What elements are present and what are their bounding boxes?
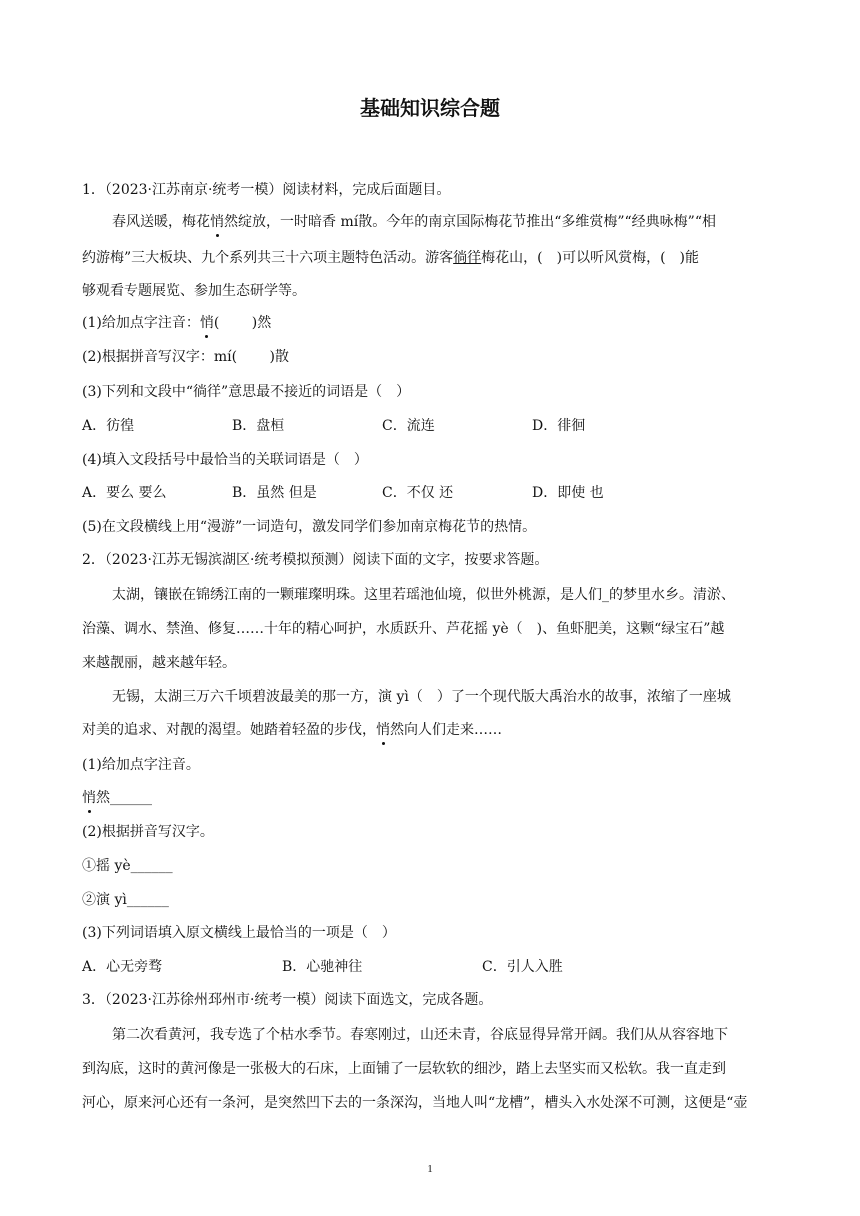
underlined-word: 徜徉 [453,250,482,266]
q2-paragraph-line-1: 太湖，镶嵌在锦绣江南的一颗璀璨明珠。这里若瑶池仙境，似世外桃源，是人们_的梦里水乡。清淤、 [112,587,735,603]
q2-s3-option-c[interactable]: C．引人入胜 [482,959,563,975]
text: 春风送暖，梅花 [112,214,210,230]
q1-s4-option-a[interactable]: A．要么 要么 [82,485,167,501]
page-title: 基础知识综合题 [360,96,500,120]
text: 然向人们走来…… [390,722,502,738]
dotted-char: 悄 [82,790,96,806]
q2-paragraph-line-5 [82,720,502,740]
q1-s4-option-d[interactable]: D．即使 也 [532,485,604,501]
dotted-char: 悄 [210,214,224,230]
dotted-char: 悄 [199,315,214,331]
q1-s3-option-b[interactable]: B．盘桓 [232,418,285,434]
q1-sub-1 [82,313,271,333]
q1-paragraph-line-1 [112,212,716,232]
q1-s3-option-d[interactable]: D．徘徊 [532,418,586,434]
q1-s3-option-a[interactable]: A．彷徨 [82,418,135,434]
q2-s3-option-a[interactable]: A．心无旁骛 [82,959,163,975]
q2-header: 2．（2023·江苏无锡滨湖区·统考模拟预测）阅读下面的文字，按要求答题。 [82,552,549,568]
q2-paragraph-line-3: 来越靓丽，越来越年轻。 [82,655,236,671]
q2-sub-1: (1)给加点字注音。 [82,757,200,773]
q1-s4-option-b[interactable]: B．虽然 但是 [232,485,317,501]
q3-paragraph-line-2: 到沟底，这时的黄河像是一张极大的石床，上面铺了一层软软的细沙，踏上去坚实而又松软。我一直走到 [82,1061,726,1077]
q2-sub-2-b: ②演 yì______ [82,892,169,908]
q2-sub-2: (2)根据拼音写汉字。 [82,824,214,840]
q2-paragraph-line-4: 无锡，太湖三万六千顷碧波最美的那一方，演 yì（ ）了一个现代版大禹治水的故事，浓缩了一座城 [112,689,731,705]
dotted-char: 悄 [376,722,390,738]
q3-paragraph-line-1: 第二次看黄河，我专选了个枯水季节。春寒刚过，山还未青，谷底显得异常开阔。我们从从容容地下 [112,1027,728,1043]
text: 梅花山，( )可以听风赏梅，( )能 [481,250,700,266]
q2-s3-option-b[interactable]: B．心驰神往 [282,959,363,975]
q1-paragraph-line-3: 够观看专题展览、参加生态研学等。 [82,283,306,299]
text: 然绽放，一时暗香 mí散。今年的南京国际梅花节推出“多维赏梅”“经典咏梅”“相 [224,214,716,230]
text: 约游梅”三大板块、九个系列共三十六项主题特色活动。游客 [82,250,454,266]
q2-sub-3: (3)下列词语填入原文横线上最恰当的一项是（ ） [82,925,396,941]
q2-sub-1-answer [82,788,152,808]
text: ( )然 [213,315,272,331]
q1-s3-option-c[interactable]: C．流连 [382,418,435,434]
q1-paragraph-line-2 [82,248,699,268]
text: 对美的追求、对靓的渴望。她踏着轻盈的步伐， [82,722,376,738]
q1-sub-3: (3)下列和文段中“徜徉”意思最不接近的词语是（ ） [82,384,411,400]
q1-sub-4: (4)填入文段括号中最恰当的关联词语是（ ） [82,452,368,468]
page-number: 1 [427,1163,433,1175]
q2-paragraph-line-2: 治藻、调水、禁渔、修复……十年的精心呵护，水质跃升、芦花摇 yè（ )、鱼虾肥美，这颗“绿宝石”越 [82,621,725,637]
q1-sub-2: (2)根据拼音写汉字：mí( )散 [82,349,289,365]
q1-s4-option-c[interactable]: C．不仅 还 [382,485,454,501]
q1-header: 1．（2023·江苏南京·统考一模）阅读材料，完成后面题目。 [82,182,451,198]
q1-sub-5: (5)在文段横线上用“漫游”一词造句，激发同学们参加南京梅花节的热情。 [82,519,537,535]
q3-header: 3．（2023·江苏徐州邳州市·统考一模）阅读下面选文，完成各题。 [82,992,493,1008]
q2-sub-2-a: ①摇 yè______ [82,858,173,874]
text: (1)给加点字注音： [82,315,200,331]
text: 然______ [96,790,152,806]
q3-paragraph-line-3: 河心，原来河心还有一条河，是突然凹下去的一条深沟，当地人叫“龙槽”，槽头入水处深不可测，这便是“壶 [82,1095,748,1111]
